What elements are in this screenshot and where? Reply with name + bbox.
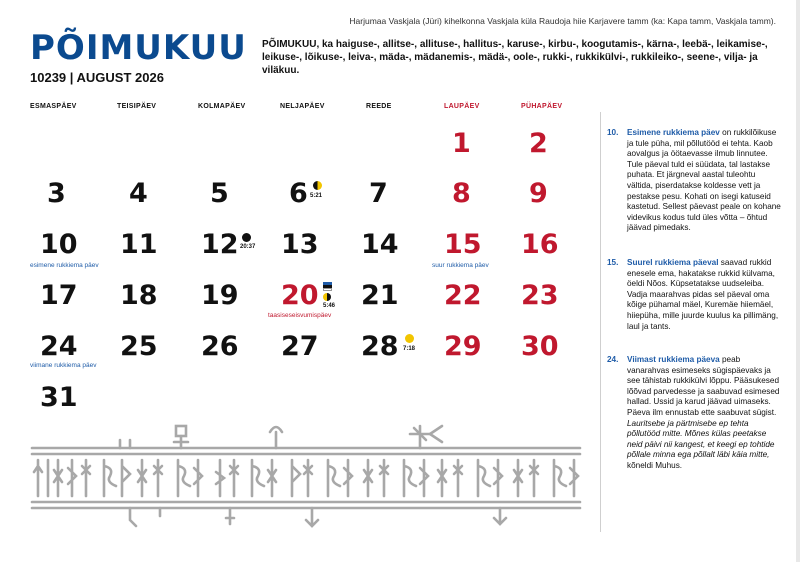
day-3: 3: [47, 178, 66, 209]
day-26: 26: [201, 331, 239, 362]
entry-number: 10.: [607, 128, 619, 137]
entry-text: on rukkilõikuse ja tule püha, mil põllutööd ei tehta. Kaob aovalgus ja öötaevasse ilmub linnutee. Tule päeval tuld ei süüdata, tal lastakse puhata. Et järgneval aastal tuleohtu vältida, piserdatakse koldesse vett ja pestakse pesu. Kohati on isegi katuseid kastetud. Sellest päevast peale on kohane videvikus kodus tuld üles võtta – õhtud jäävad pimedaks.: [627, 128, 781, 233]
moon-time-28: 7:18: [403, 346, 416, 352]
day-16: 16: [521, 229, 559, 260]
rune-marks-right: [404, 460, 578, 496]
entry-quote-author: kõneldi Muhus.: [627, 460, 683, 470]
entry-title: Suurel rukkiema päeval: [627, 258, 719, 267]
day-17: 17: [40, 280, 78, 311]
day-18: 18: [120, 280, 158, 311]
day-14: 14: [361, 229, 399, 260]
weekday-tuesday: TEISIPÄEV: [117, 103, 157, 110]
day-5: 5: [210, 178, 229, 209]
day-21: 21: [361, 280, 399, 311]
runic-ornament-band: [30, 420, 585, 532]
year-month-subtitle: 10239 | AUGUST 2026: [30, 70, 164, 85]
last-quarter-moon-icon: [323, 293, 331, 301]
day-1: 1: [452, 128, 471, 159]
weekday-thursday: NELJAPÄEV: [280, 103, 325, 110]
day-10: 10: [40, 229, 78, 260]
weekday-friday: REEDE: [366, 103, 392, 110]
sidebar-notes: [600, 112, 799, 532]
weekday-monday: ESMASPÄEV: [30, 103, 77, 110]
sidebar-entry-24: [607, 355, 783, 472]
day-2: 2: [529, 128, 548, 159]
moon-time-12: 20:37: [240, 244, 256, 250]
photo-caption: Harjumaa Vaskjala (Jüri) kihelkonna Vaskjala küla Raudoja hiie Karjavere tamm (ka: Kapa tamm, Vaskjala tamm).: [349, 16, 776, 26]
day-11: 11: [120, 229, 158, 260]
entry-text: saavad rukkid enesele ema, hakatakse rukkid külvama, öeldi Nõos. Küpsetatakse uudseleiba. Vadja maarahvas pidas sel päeval oma kõige pühamal mäel, Kuremäe hiiemäel, hiiepüha, mille juurde kuulus ka pillimäng, laul ja tants.: [627, 258, 779, 331]
day-29: 29: [444, 331, 482, 362]
note-day-24: viimane rukkiema päev: [30, 362, 97, 369]
day-27: 27: [281, 331, 319, 362]
day-30: 30: [521, 331, 559, 362]
day-23: 23: [521, 280, 559, 311]
entry-title: Viimast rukkiema päeva: [627, 355, 720, 364]
day-24: 24: [40, 331, 78, 362]
entry-number: 15.: [607, 258, 619, 267]
moon-time-6: 5:21: [310, 193, 323, 199]
entry-text: peab vanarahvas esimeseks sügispäevaks ja see tähistab rukkikülvi lõppu. Pääsukesed lõõvad parvedesse ja saabuvad esimesed hallad. Ussid ja karud jäävad uimaseks. Päeva ilm ennustab ette saabuvat sügist.: [627, 355, 780, 417]
rune-symbols-bottom: [130, 508, 506, 526]
new-moon-icon: [242, 233, 251, 242]
day-7: 7: [369, 178, 388, 209]
weekday-sunday: PÜHAPÄEV: [521, 103, 563, 110]
day-25: 25: [120, 331, 158, 362]
rune-marks-left: [34, 460, 202, 496]
day-28: 28: [361, 331, 399, 362]
entry-title: Esimene rukkiema päev: [627, 128, 720, 137]
day-4: 4: [129, 178, 148, 209]
moon-time-20: 5:46: [323, 303, 336, 309]
note-day-15: suur rukkiema päev: [432, 262, 489, 269]
day-20: 20: [281, 280, 319, 311]
note-day-20: taasiseseisvumispäev: [268, 312, 332, 319]
entry-quote: Lauritsebe ja pärtmisebe ep tehta põllutööd mitte. Mõnes külas peetakse neid päivi nii kangest, et keegi ep tohtide põllale minna ega põllalt läbi käia mitte,: [627, 418, 775, 460]
day-6: 6: [289, 178, 308, 209]
weekday-saturday: LAUPÄEV: [444, 103, 480, 110]
day-9: 9: [529, 178, 548, 209]
sidebar-entry-15: [607, 258, 783, 332]
month-description: PÕIMUKUU, ka haiguse-, allitse-, allituse-, hallitus-, karuse-, kirbu-, koogutamis-, kärna-, leebä-, leikamise-, leikuse-, lõikuse-, leiva-, mäda-, mädanemis-, mädä-, oole-, rukki-, rukkikülvi-, rukkileiko-, seene-, vilja- ja viläkuu.: [262, 39, 768, 76]
note-day-10: esimene rukkiema päev: [30, 262, 99, 269]
day-22: 22: [444, 280, 482, 311]
day-15: 15: [444, 229, 482, 260]
entry-number: 24.: [607, 355, 619, 364]
day-12: 12: [201, 229, 239, 260]
month-title: PÕIMUKUU: [30, 28, 247, 68]
day-19: 19: [201, 280, 239, 311]
day-31: 31: [40, 382, 78, 413]
rune-symbols-top: [120, 426, 442, 448]
first-quarter-moon-icon: [313, 181, 322, 190]
day-8: 8: [452, 178, 471, 209]
weekday-wednesday: KOLMAPÄEV: [198, 103, 246, 110]
estonian-flag-icon: [323, 282, 332, 291]
full-moon-icon: [405, 334, 414, 343]
page-edge-shadow: [796, 0, 800, 562]
rune-marks-middle: [216, 460, 388, 496]
sidebar-entry-10: [607, 128, 783, 234]
day-13: 13: [281, 229, 319, 260]
